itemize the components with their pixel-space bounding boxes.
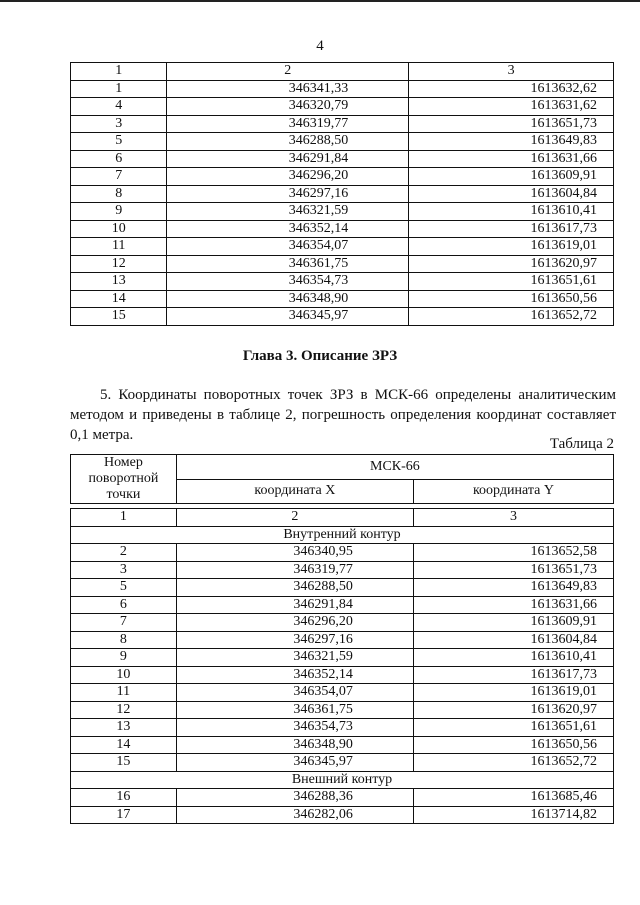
table-row — [71, 308, 614, 326]
table-row — [71, 806, 614, 824]
coord-y-cell: 1613617,73 — [409, 220, 614, 238]
coord-x-cell: 346319,77 — [167, 115, 409, 133]
coord-x-cell: 346361,75 — [167, 255, 409, 273]
numbering-2: 2 — [176, 509, 413, 527]
coord-y-cell: 1613632,62 — [409, 80, 614, 98]
point-number-cell: 5 — [71, 579, 177, 597]
coord-x-cell: 346320,79 — [167, 98, 409, 116]
point-number-cell: 3 — [71, 115, 167, 133]
point-number-cell: 13 — [71, 273, 167, 291]
numbering-2: 2 — [167, 63, 409, 81]
coord-x-cell: 346321,59 — [176, 649, 413, 667]
table-row — [71, 596, 614, 614]
coord-x-cell: 346341,33 — [167, 80, 409, 98]
coord-x-cell: 346345,97 — [167, 308, 409, 326]
point-number-cell: 6 — [71, 596, 177, 614]
coord-y-cell: 1613650,56 — [409, 290, 614, 308]
coord-y-cell: 1613631,66 — [413, 596, 613, 614]
coord-y-cell: 1613651,73 — [413, 561, 613, 579]
coord-y-cell: 1613649,83 — [413, 579, 613, 597]
coordinates-table-2 — [70, 454, 614, 824]
point-number-cell: 16 — [71, 789, 177, 807]
point-number-cell: 12 — [71, 255, 167, 273]
coord-x-cell: 346348,90 — [176, 736, 413, 754]
coord-x-cell: 346297,16 — [176, 631, 413, 649]
table-row — [71, 238, 614, 256]
coord-y-cell: 1613651,61 — [409, 273, 614, 291]
table-row — [71, 579, 614, 597]
coordinates-table-continued — [70, 62, 614, 326]
coord-x-cell: 346296,20 — [167, 168, 409, 186]
point-number-cell: 4 — [71, 98, 167, 116]
point-number-cell: 13 — [71, 719, 177, 737]
coord-x-cell: 346354,73 — [167, 273, 409, 291]
point-number-cell: 7 — [71, 168, 167, 186]
point-number-cell: 5 — [71, 133, 167, 151]
table1-body — [71, 63, 614, 326]
table-row — [71, 666, 614, 684]
coord-y-cell: 1613610,41 — [409, 203, 614, 221]
table1-numbering-row — [71, 63, 614, 81]
point-number-cell: 15 — [71, 754, 177, 772]
coord-y-cell: 1613609,91 — [409, 168, 614, 186]
coord-x-cell: 346361,75 — [176, 701, 413, 719]
point-number-cell: 11 — [71, 684, 177, 702]
table-row — [71, 754, 614, 772]
numbering-1: 1 — [71, 63, 167, 81]
coord-y-cell: 1613652,58 — [413, 544, 613, 562]
coord-x-cell: 346288,36 — [176, 789, 413, 807]
point-number-cell: 14 — [71, 736, 177, 754]
coord-y-cell: 1613604,84 — [409, 185, 614, 203]
coord-y-cell: 1613649,83 — [409, 133, 614, 151]
table-row — [71, 150, 614, 168]
coord-y-cell: 1613685,46 — [413, 789, 613, 807]
table-row — [71, 220, 614, 238]
table-row — [71, 614, 614, 632]
page-top-border — [0, 0, 640, 2]
section-outer-contour-label: Внешний контур — [71, 771, 614, 789]
numbering-1: 1 — [71, 509, 177, 527]
point-number-cell: 14 — [71, 290, 167, 308]
coord-y-cell: 1613620,97 — [413, 701, 613, 719]
point-number-cell: 9 — [71, 649, 177, 667]
point-number-cell: 7 — [71, 614, 177, 632]
table-row — [71, 133, 614, 151]
coord-y-cell: 1613631,62 — [409, 98, 614, 116]
point-number-cell: 2 — [71, 544, 177, 562]
section-inner-contour-label: Внутренний контур — [71, 526, 614, 544]
section-paragraph: 5. Координаты поворотных точек ЗРЗ в МСК-66 определены аналитическим методом и приведены в таблице 2, погрешность определения координат составляет 0,1 метра. — [70, 387, 616, 443]
coord-x-cell: 346291,84 — [176, 596, 413, 614]
coord-x-cell: 346291,84 — [167, 150, 409, 168]
coord-x-cell: 346345,97 — [176, 754, 413, 772]
coord-x-cell: 346296,20 — [176, 614, 413, 632]
coord-y-cell: 1613610,41 — [413, 649, 613, 667]
table-row — [71, 255, 614, 273]
point-number-cell: 6 — [71, 150, 167, 168]
coord-y-cell: 1613652,72 — [413, 754, 613, 772]
coord-y-cell: 1613651,73 — [409, 115, 614, 133]
numbering-3: 3 — [413, 509, 613, 527]
header-coord-y: координата Y — [413, 479, 613, 504]
table-row — [71, 544, 614, 562]
table-caption: Таблица 2 — [549, 436, 614, 452]
point-number-cell: 8 — [71, 631, 177, 649]
table-row — [71, 684, 614, 702]
coord-x-cell: 346348,90 — [167, 290, 409, 308]
table-row — [71, 203, 614, 221]
coord-x-cell: 346297,16 — [167, 185, 409, 203]
point-number-cell: 3 — [71, 561, 177, 579]
table-row — [71, 719, 614, 737]
table-row — [71, 80, 614, 98]
table-row — [71, 115, 614, 133]
coord-y-cell: 1613650,56 — [413, 736, 613, 754]
table-row — [71, 736, 614, 754]
table-row — [71, 649, 614, 667]
coord-y-cell: 1613609,91 — [413, 614, 613, 632]
table-row — [71, 561, 614, 579]
point-number-cell: 17 — [71, 806, 177, 824]
header-msk66: МСК-66 — [176, 455, 613, 480]
point-number-cell: 15 — [71, 308, 167, 326]
coord-y-cell: 1613619,01 — [413, 684, 613, 702]
point-number-cell: 9 — [71, 203, 167, 221]
coord-x-cell: 346354,73 — [176, 719, 413, 737]
numbering-3: 3 — [409, 63, 614, 81]
coord-y-cell: 1613617,73 — [413, 666, 613, 684]
coord-x-cell: 346288,50 — [167, 133, 409, 151]
coord-x-cell: 346321,59 — [167, 203, 409, 221]
section-outer-contour — [71, 771, 614, 789]
coord-x-cell: 346354,07 — [167, 238, 409, 256]
table-row — [71, 789, 614, 807]
coord-y-cell: 1613652,72 — [409, 308, 614, 326]
header-point-number: Номер поворотной точки — [71, 455, 177, 504]
coord-x-cell: 346282,06 — [176, 806, 413, 824]
coord-y-cell: 1613604,84 — [413, 631, 613, 649]
table2-head — [71, 455, 614, 527]
point-number-cell: 10 — [71, 220, 167, 238]
table2-body — [71, 526, 614, 824]
page-number: 4 — [316, 38, 324, 54]
table2-header-row — [71, 455, 614, 480]
table-row — [71, 290, 614, 308]
chapter-heading: Глава 3. Описание ЗРЗ — [242, 348, 398, 364]
point-number-cell: 11 — [71, 238, 167, 256]
point-number-cell: 8 — [71, 185, 167, 203]
point-number-cell: 12 — [71, 701, 177, 719]
section-inner-contour — [71, 526, 614, 544]
coord-x-cell: 346319,77 — [176, 561, 413, 579]
table-row — [71, 701, 614, 719]
coord-x-cell: 346354,07 — [176, 684, 413, 702]
table-row — [71, 631, 614, 649]
table-row — [71, 168, 614, 186]
table-row — [71, 98, 614, 116]
coord-x-cell: 346340,95 — [176, 544, 413, 562]
table2-numbering-row — [71, 509, 614, 527]
coord-y-cell: 1613620,97 — [409, 255, 614, 273]
coord-y-cell: 1613631,66 — [409, 150, 614, 168]
coord-y-cell: 1613714,82 — [413, 806, 613, 824]
table-row — [71, 273, 614, 291]
coord-x-cell: 346352,14 — [176, 666, 413, 684]
point-number-cell: 10 — [71, 666, 177, 684]
point-number-cell: 1 — [71, 80, 167, 98]
table-row — [71, 185, 614, 203]
coord-y-cell: 1613619,01 — [409, 238, 614, 256]
header-coord-x: координата X — [176, 479, 413, 504]
coord-x-cell: 346352,14 — [167, 220, 409, 238]
coord-x-cell: 346288,50 — [176, 579, 413, 597]
coord-y-cell: 1613651,61 — [413, 719, 613, 737]
